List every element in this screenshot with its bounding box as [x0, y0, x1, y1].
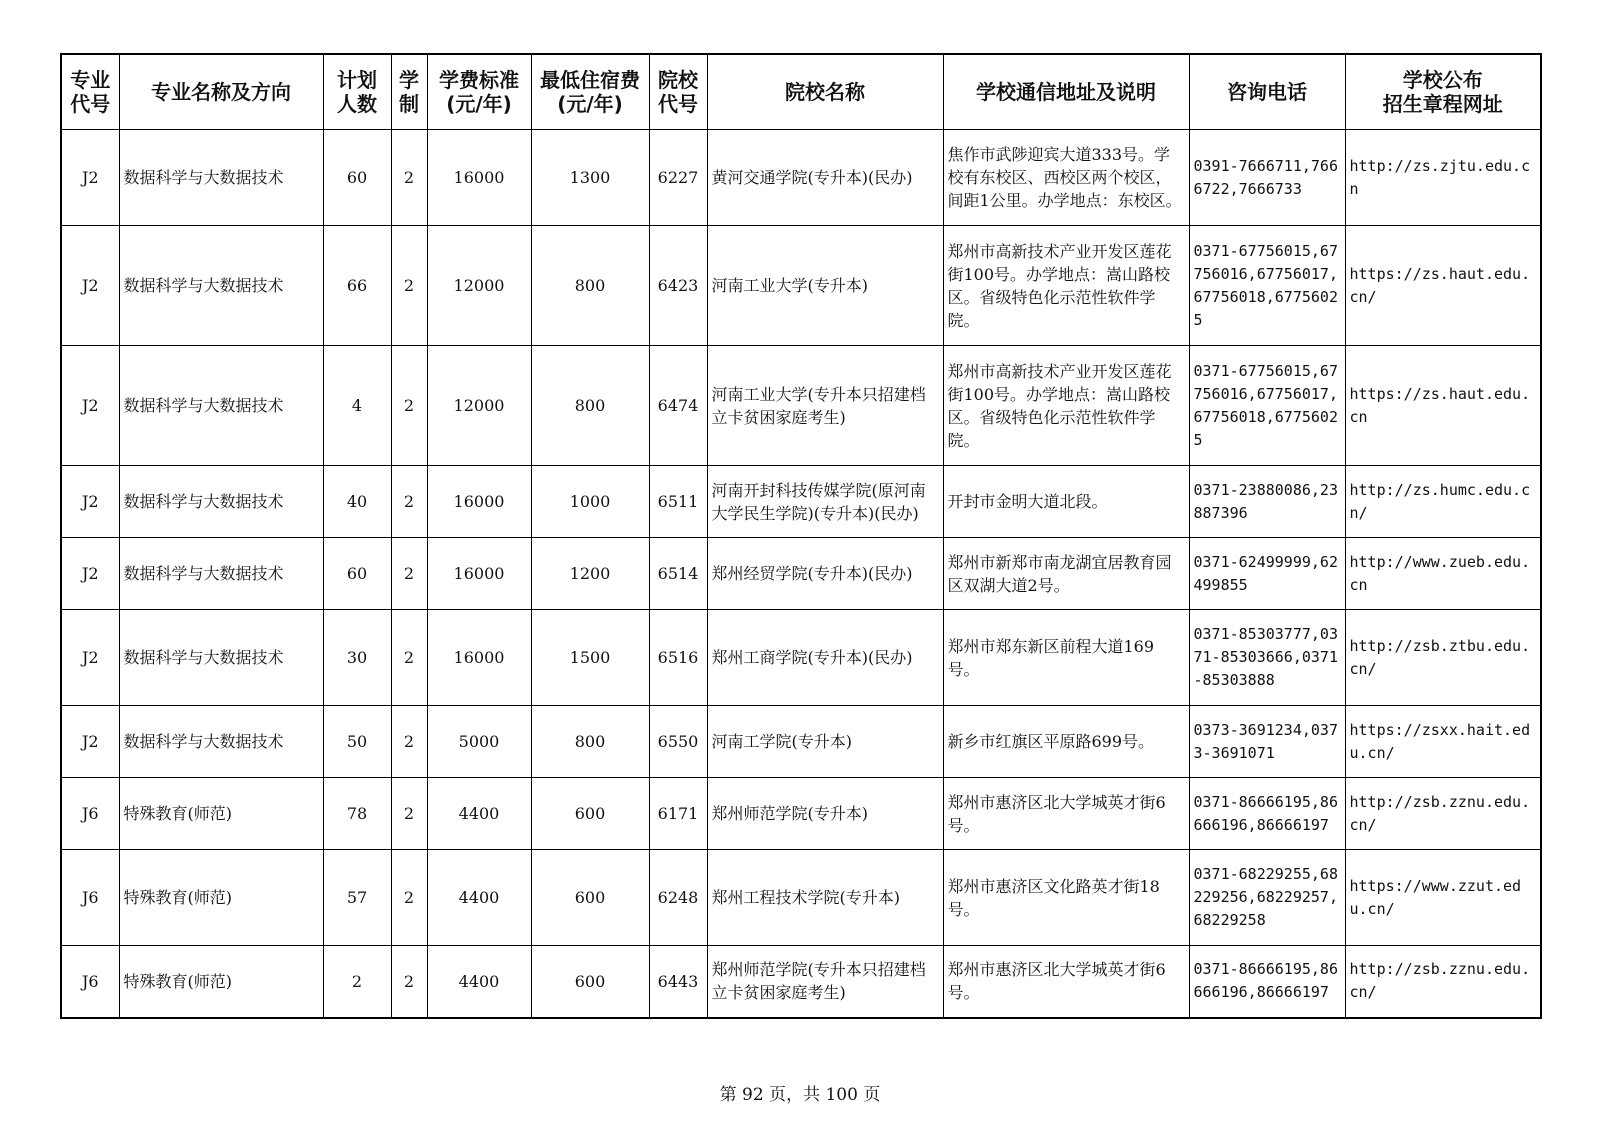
- cell-dorm-fee: 800: [531, 226, 649, 346]
- table-row: [61, 850, 1541, 946]
- header-url: 学校公布 招生章程网址: [1345, 54, 1541, 130]
- cell-url[interactable]: http://zsb.zznu.edu.cn/: [1345, 778, 1541, 850]
- cell-phone: 0373-3691234,0373-3691071: [1189, 706, 1345, 778]
- cell-study-years: 2: [391, 346, 427, 466]
- header-major-code: 专业 代号: [61, 54, 119, 130]
- header-major-name: 专业名称及方向: [119, 54, 323, 130]
- cell-url[interactable]: https://zs.haut.edu.cn/: [1345, 226, 1541, 346]
- cell-phone: 0371-67756015,67756016,67756017,67756018,67756025: [1189, 226, 1345, 346]
- cell-address: 郑州市高新技术产业开发区莲花街100号。办学地点：嵩山路校区。省级特色化示范性软件学院。: [943, 346, 1189, 466]
- cell-phone: 0371-67756015,67756016,67756017,67756018,67756025: [1189, 346, 1345, 466]
- cell-dorm-fee: 1500: [531, 610, 649, 706]
- cell-school-code: 6227: [649, 130, 707, 226]
- cell-school-name: 郑州经贸学院(专升本)(民办): [707, 538, 943, 610]
- header-phone: 咨询电话: [1189, 54, 1345, 130]
- cell-major-name: 数据科学与大数据技术: [119, 538, 323, 610]
- cell-tuition: 12000: [427, 346, 531, 466]
- cell-major-name: 特殊教育(师范): [119, 946, 323, 1018]
- cell-url[interactable]: https://www.zzut.edu.cn/: [1345, 850, 1541, 946]
- cell-major-code: J2: [61, 226, 119, 346]
- cell-phone: 0371-85303777,0371-85303666,0371-85303888: [1189, 610, 1345, 706]
- cell-school-name: 郑州师范学院(专升本只招建档立卡贫困家庭考生): [707, 946, 943, 1018]
- cell-school-name: 河南工业大学(专升本只招建档立卡贫困家庭考生): [707, 346, 943, 466]
- cell-plan-count: 4: [323, 346, 391, 466]
- table-row: [61, 466, 1541, 538]
- cell-tuition: 4400: [427, 850, 531, 946]
- cell-address: 郑州市惠济区文化路英才街18号。: [943, 850, 1189, 946]
- cell-study-years: 2: [391, 130, 427, 226]
- table-row: [61, 346, 1541, 466]
- cell-school-name: 郑州工商学院(专升本)(民办): [707, 610, 943, 706]
- cell-study-years: 2: [391, 610, 427, 706]
- cell-tuition: 16000: [427, 130, 531, 226]
- cell-study-years: 2: [391, 850, 427, 946]
- cell-address: 郑州市郑东新区前程大道169号。: [943, 610, 1189, 706]
- cell-dorm-fee: 1000: [531, 466, 649, 538]
- cell-plan-count: 50: [323, 706, 391, 778]
- cell-url[interactable]: http://zsb.ztbu.edu.cn/: [1345, 610, 1541, 706]
- cell-major-name: 数据科学与大数据技术: [119, 610, 323, 706]
- cell-dorm-fee: 1300: [531, 130, 649, 226]
- cell-plan-count: 66: [323, 226, 391, 346]
- cell-phone: 0371-62499999,62499855: [1189, 538, 1345, 610]
- cell-major-code: J2: [61, 706, 119, 778]
- cell-url[interactable]: https://zsxx.hait.edu.cn/: [1345, 706, 1541, 778]
- cell-tuition: 4400: [427, 946, 531, 1018]
- cell-school-name: 黄河交通学院(专升本)(民办): [707, 130, 943, 226]
- cell-major-code: J6: [61, 946, 119, 1018]
- cell-url[interactable]: http://zs.zjtu.edu.cn: [1345, 130, 1541, 226]
- cell-study-years: 2: [391, 466, 427, 538]
- cell-phone: 0391-7666711,7666722,7666733: [1189, 130, 1345, 226]
- cell-study-years: 2: [391, 538, 427, 610]
- cell-school-code: 6550: [649, 706, 707, 778]
- cell-address: 新乡市红旗区平原路699号。: [943, 706, 1189, 778]
- cell-major-name: 数据科学与大数据技术: [119, 466, 323, 538]
- cell-address: 郑州市惠济区北大学城英才街6号。: [943, 946, 1189, 1018]
- header-study-years: 学 制: [391, 54, 427, 130]
- table-header-row: [61, 54, 1541, 130]
- cell-dorm-fee: 800: [531, 346, 649, 466]
- cell-school-code: 6511: [649, 466, 707, 538]
- cell-major-name: 特殊教育(师范): [119, 850, 323, 946]
- cell-address: 开封市金明大道北段。: [943, 466, 1189, 538]
- cell-plan-count: 30: [323, 610, 391, 706]
- cell-tuition: 12000: [427, 226, 531, 346]
- header-dorm-fee: 最低住宿费 (元/年): [531, 54, 649, 130]
- cell-plan-count: 2: [323, 946, 391, 1018]
- table-body: [61, 130, 1541, 1018]
- cell-url[interactable]: http://zs.humc.edu.cn/: [1345, 466, 1541, 538]
- cell-phone: 0371-68229255,68229256,68229257,68229258: [1189, 850, 1345, 946]
- cell-phone: 0371-86666195,86666196,86666197: [1189, 946, 1345, 1018]
- header-address: 学校通信地址及说明: [943, 54, 1189, 130]
- table-row: [61, 946, 1541, 1018]
- cell-school-name: 河南工学院(专升本): [707, 706, 943, 778]
- cell-plan-count: 57: [323, 850, 391, 946]
- cell-dorm-fee: 1200: [531, 538, 649, 610]
- cell-school-code: 6514: [649, 538, 707, 610]
- cell-major-code: J6: [61, 850, 119, 946]
- cell-major-code: J2: [61, 466, 119, 538]
- cell-major-name: 数据科学与大数据技术: [119, 346, 323, 466]
- cell-plan-count: 78: [323, 778, 391, 850]
- cell-school-code: 6248: [649, 850, 707, 946]
- cell-url[interactable]: https://zs.haut.edu.cn: [1345, 346, 1541, 466]
- table-row: [61, 778, 1541, 850]
- header-school-name: 院校名称: [707, 54, 943, 130]
- header-tuition: 学费标准 (元/年): [427, 54, 531, 130]
- cell-address: 郑州市高新技术产业开发区莲花街100号。办学地点：嵩山路校区。省级特色化示范性软件学院。: [943, 226, 1189, 346]
- cell-major-code: J2: [61, 538, 119, 610]
- table-row: [61, 610, 1541, 706]
- cell-dorm-fee: 600: [531, 778, 649, 850]
- cell-tuition: 16000: [427, 538, 531, 610]
- cell-tuition: 16000: [427, 610, 531, 706]
- cell-major-code: J2: [61, 346, 119, 466]
- cell-major-name: 数据科学与大数据技术: [119, 130, 323, 226]
- page-footer: 第 92 页，共 100 页: [719, 1085, 881, 1105]
- cell-address: 焦作市武陟迎宾大道333号。学校有东校区、西校区两个校区，间距1公里。办学地点：东校区。: [943, 130, 1189, 226]
- cell-school-code: 6516: [649, 610, 707, 706]
- cell-tuition: 16000: [427, 466, 531, 538]
- cell-study-years: 2: [391, 226, 427, 346]
- cell-school-code: 6443: [649, 946, 707, 1018]
- cell-url[interactable]: http://zsb.zznu.edu.cn/: [1345, 946, 1541, 1018]
- cell-study-years: 2: [391, 706, 427, 778]
- cell-major-code: J6: [61, 778, 119, 850]
- cell-plan-count: 40: [323, 466, 391, 538]
- cell-phone: 0371-86666195,86666196,86666197: [1189, 778, 1345, 850]
- cell-address: 郑州市惠济区北大学城英才街6号。: [943, 778, 1189, 850]
- cell-school-name: 郑州师范学院(专升本): [707, 778, 943, 850]
- table-row: [61, 226, 1541, 346]
- cell-plan-count: 60: [323, 538, 391, 610]
- cell-url[interactable]: http://www.zueb.edu.cn: [1345, 538, 1541, 610]
- cell-major-code: J2: [61, 610, 119, 706]
- cell-dorm-fee: 600: [531, 946, 649, 1018]
- cell-school-name: 郑州工程技术学院(专升本): [707, 850, 943, 946]
- cell-school-code: 6423: [649, 226, 707, 346]
- cell-dorm-fee: 600: [531, 850, 649, 946]
- cell-tuition: 4400: [427, 778, 531, 850]
- cell-study-years: 2: [391, 778, 427, 850]
- cell-school-code: 6171: [649, 778, 707, 850]
- admissions-table: [60, 53, 1542, 1019]
- cell-plan-count: 60: [323, 130, 391, 226]
- cell-major-code: J2: [61, 130, 119, 226]
- cell-school-name: 河南开封科技传媒学院(原河南大学民生学院)(专升本)(民办): [707, 466, 943, 538]
- cell-major-name: 数据科学与大数据技术: [119, 706, 323, 778]
- table-row: [61, 706, 1541, 778]
- cell-major-name: 特殊教育(师范): [119, 778, 323, 850]
- cell-study-years: 2: [391, 946, 427, 1018]
- cell-tuition: 5000: [427, 706, 531, 778]
- admissions-table-sheet: [60, 53, 1540, 1019]
- cell-school-code: 6474: [649, 346, 707, 466]
- cell-phone: 0371-23880086,23887396: [1189, 466, 1345, 538]
- cell-major-name: 数据科学与大数据技术: [119, 226, 323, 346]
- table-row: [61, 130, 1541, 226]
- cell-school-name: 河南工业大学(专升本): [707, 226, 943, 346]
- header-plan-count: 计划 人数: [323, 54, 391, 130]
- table-row: [61, 538, 1541, 610]
- cell-dorm-fee: 800: [531, 706, 649, 778]
- header-school-code: 院校 代号: [649, 54, 707, 130]
- cell-address: 郑州市新郑市南龙湖宜居教育园区双湖大道2号。: [943, 538, 1189, 610]
